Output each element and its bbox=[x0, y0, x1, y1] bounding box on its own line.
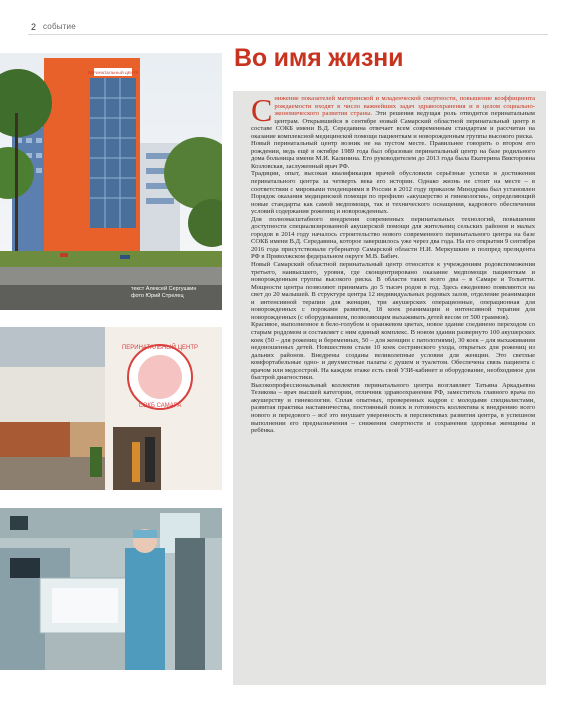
lead-tail: Эти решения ведущая роль отводится перинатальным центрам. Открывшийся в сентябре новый Самарский областной перинатальный центр в составе СОКБ имени В.Д. Середавина отвечает всем современным стандартам и рассчитан на оказание комплексной медицинской помощи пациенткам и новорожденным группы высокого риска. bbox=[251, 110, 535, 140]
building-photo bbox=[0, 53, 222, 310]
ward-photo bbox=[0, 508, 222, 670]
section-label: событие bbox=[43, 22, 76, 31]
article-title: Во имя жизни bbox=[234, 44, 404, 72]
logo-sign-bottom: СОКБ САМАРА bbox=[138, 403, 182, 409]
lead-paragraph bbox=[251, 92, 535, 140]
page-number: 2 bbox=[31, 22, 37, 32]
article-body bbox=[251, 92, 535, 435]
article-paragraph: Традиции, опыт, высокая квалификация врачей обусловили серьёзные успехи и достижения перинатального центра за четверть века его истории. Однако жизнь не стоит на месте – в соответствии с мировыми тенденциями в России в 2012 году приказом Минздрава был установлен Порядок оказания медицинской помощи по профилю «акушерство и гинекология», определяющий новые стандарты как самой медпомощи, так и технического оснащения, кадрового обеспечения условий содержания рожениц и новорожденных. bbox=[251, 170, 535, 216]
article-paragraph: Высокопрофессиональный коллектив перинатального центра возглавляет Татьяна Аркадьевна Тезикова – врач высшей категории, отличник здравоохранения РФ, заместитель главного врача по акушерству и гинекологии. Сплав опытных, проверенных кадров с молодыми специалистами, развитая практика наставничества, постоянный поиск и готовность коллектива к внедрению всего нового и передового – всё это внушает уверенность в перспективах развития центра, в успешном выполнении его предназначения – снижения смертности и сохранения здоровья женщины и ребёнка. bbox=[251, 381, 535, 435]
lobby-photo bbox=[0, 327, 222, 490]
building-sign: ПЕРИНАТАЛЬНЫЙ ЦЕНТР bbox=[87, 70, 139, 75]
lead-text: нижение показателей материнской и младенческой смертности, повышение коэффициента рождаемости входят в число важнейших задач здравоохранения и в целом социально-экономического развития страны. bbox=[274, 95, 535, 118]
article-paragraph: Для полномасштабного внедрения современных перинатальных технологий, повышения доступности специализированной акушерской помощи для жительниц сельских районов и малых городов в 2014 году началось строительство нового современного перинатального центра на базе СОКБ имени В.Д. Середавина, которое завершилось уже через два года. На его открытии 9 сентября 2016 года присутствовали губернатор Самарской области Н.И. Меркушкин и полпред президента РФ в Приволжском федеральном округе М.В. Бабич. bbox=[251, 215, 535, 261]
dropcap: С bbox=[251, 92, 273, 128]
article-paragraph: Новый перинатальный центр возник не на пустом месте. Правильнее говорить о втором его рождении, ведь ещё в октябре 1989 года был образован перинатальный центр на базе родильного дома больницы имени М.И. Калинина. Его руководителем до 2013 года была Екатерина Викторовна Козловская, заслуженный врач РФ. bbox=[251, 140, 535, 170]
article-paragraph: Красивое, выполненное в бело-голубом и оранжевом цветах, новое здание соединено переходом со старым роддомом и составляет с ним единый комплекс. В новом здании развернуто 100 акушерских коек (50 – для рожениц и беременных, 50 – для женщин с патологиями), 30 коек – для выхаживания недоношенных детей. Новшеством стали 10 коек сестринского ухода, открытых для рожениц из дальних районов. Внедрены созданы великолепные условия для женщин. Это светлые комфортабельные одно- и двухместные палаты с душем и туалетом. Обеспечена связь пациента с врачом или медсестрой. На каждом этаже есть свой УЗИ-кабинет и оборудование, необходимое для быстрой диагностики. bbox=[251, 321, 535, 382]
article-paragraph: Новый Самарский областной перинатальный центр относится к учреждениям родовспоможения третьего, наивысшего, уровня, где сконцентрировано оказание медпомощи пациенткам и новорожденным группы высокого риска. В области таких всего два – в Самаре и Тольятти. Мощности центра позволяют принимать до 5 тысяч родов в год. Здесь ежедневно появляются на свет до 20 малышей. В структуре центра 12 индивидуальных родовых залов, отделение реанимации и интенсивной терапии для женщин, три акушерских операционные, операционная для новорожденных с пороками развития, 18 коек реанимации и интенсивной терапии для новорожденных (с оборудованием, позволяющим выхаживать детей весом от 500 граммов). bbox=[251, 261, 535, 321]
article-panel bbox=[233, 91, 546, 685]
page-header bbox=[0, 0, 563, 40]
logo-sign-top: ПЕРИНАТАЛЬНЫЙ ЦЕНТР bbox=[121, 345, 199, 351]
header-divider bbox=[28, 34, 548, 35]
photo-credit: текст Алексей Сергушкин фото Юрий Стрелец bbox=[131, 286, 197, 299]
